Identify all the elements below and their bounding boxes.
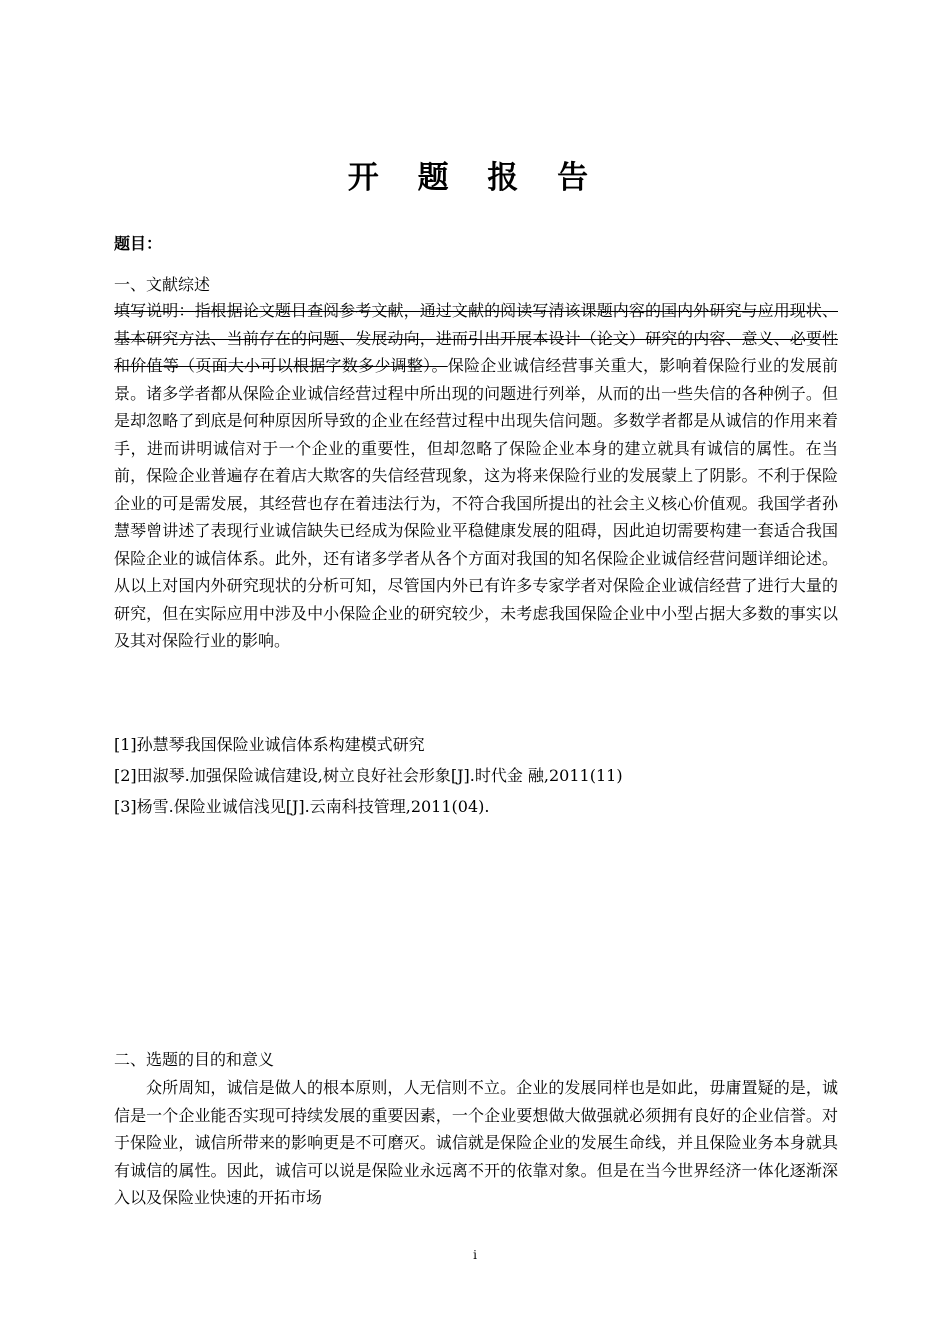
report-title: 开 题 报 告 (347, 160, 603, 196)
section1-body (114, 297, 838, 655)
page-number: i (473, 1248, 477, 1262)
section1-heading: 一、文献综述 (114, 275, 211, 294)
reference-list (114, 731, 838, 824)
reference-item: [1]孙慧琴我国保险业诚信体系构建模式研究 (114, 735, 425, 754)
section2-body: 众所周知，诚信是做人的根本原则，人无信则不立。企业的发展同样也是如此，毋庸置疑的是，诚信是一个企业能否实现可持续发展的重要因素，一个企业要想做大做强就必须拥有良好的企业信誉。对于保险业，诚信所带来的影响更是不可磨灭。诚信就是保险企业的发展生命线，并且保险业务本身就具有诚信的属性。因此，诚信可以说是保险业永远离不开的依靠对象。但是在当今世界经济一体化逐渐深入以及保险业快速的开拓市场 (114, 1078, 838, 1207)
section1-body-text: 保险企业诚信经营事关重大，影响着保险行业的发展前景。诸多学者都从保险企业诚信经营过程中所出现的问题进行列举，从而的出一些失信的各种例子。但是却忽略了到底是何种原因所导致的企业在经营过程中出现失信问题。多数学者都是从诚信的作用来着手，进而讲明诚信对于一个企业的重要性，但却忽略了保险企业本身的建立就具有诚信的属性。在当前，保险企业普遍存在着店大欺客的失信经营现象，这为将来保险行业的发展蒙上了阴影。不利于保险企业的可是需发展，其经营也存在着违法行为，不符合我国所提出的社会主义核心价值观。我国学者孙慧琴曾讲述了表现行业诚信缺失已经成为保险业平稳健康发展的阻碍，因此迫切需要构建一套适合我国保险企业的诚信体系。此外，还有诸多学者从各个方面对我国的知名保险企业诚信经营问题详细论述。从以上对国内外研究现状的分析可知，尽管国内外已有许多专家学者对保险企业诚信经营了进行大量的研究，但在实际应用中涉及中小保险企业的研究较少，未考虑我国保险企业中小型占据大多数的事实以及其对保险行业的影响。 (114, 356, 838, 650)
section2-heading: 二、选题的目的和意义 (114, 1050, 275, 1069)
reference-item: [2]田淑琴.加强保险诚信建设,树立良好社会形象[J].时代金 融,2011(11) (114, 766, 623, 785)
struck-instruction-text: 填写说明：指根据论文题目查阅参考文献，通过文献的阅读写清该课题内容的国内外研究与应用现状、基本研究方法、当前存在的问题、发展动向，进而引出开展本设计（论文）研究的内容、意义、必要性和价值等（页面大小可以根据字数多少调整）。 (114, 301, 838, 375)
reference-item: [3]杨雪.保险业诚信浅见[J].云南科技管理,2011(04). (114, 797, 490, 816)
topic-label: 题目： (114, 234, 163, 253)
